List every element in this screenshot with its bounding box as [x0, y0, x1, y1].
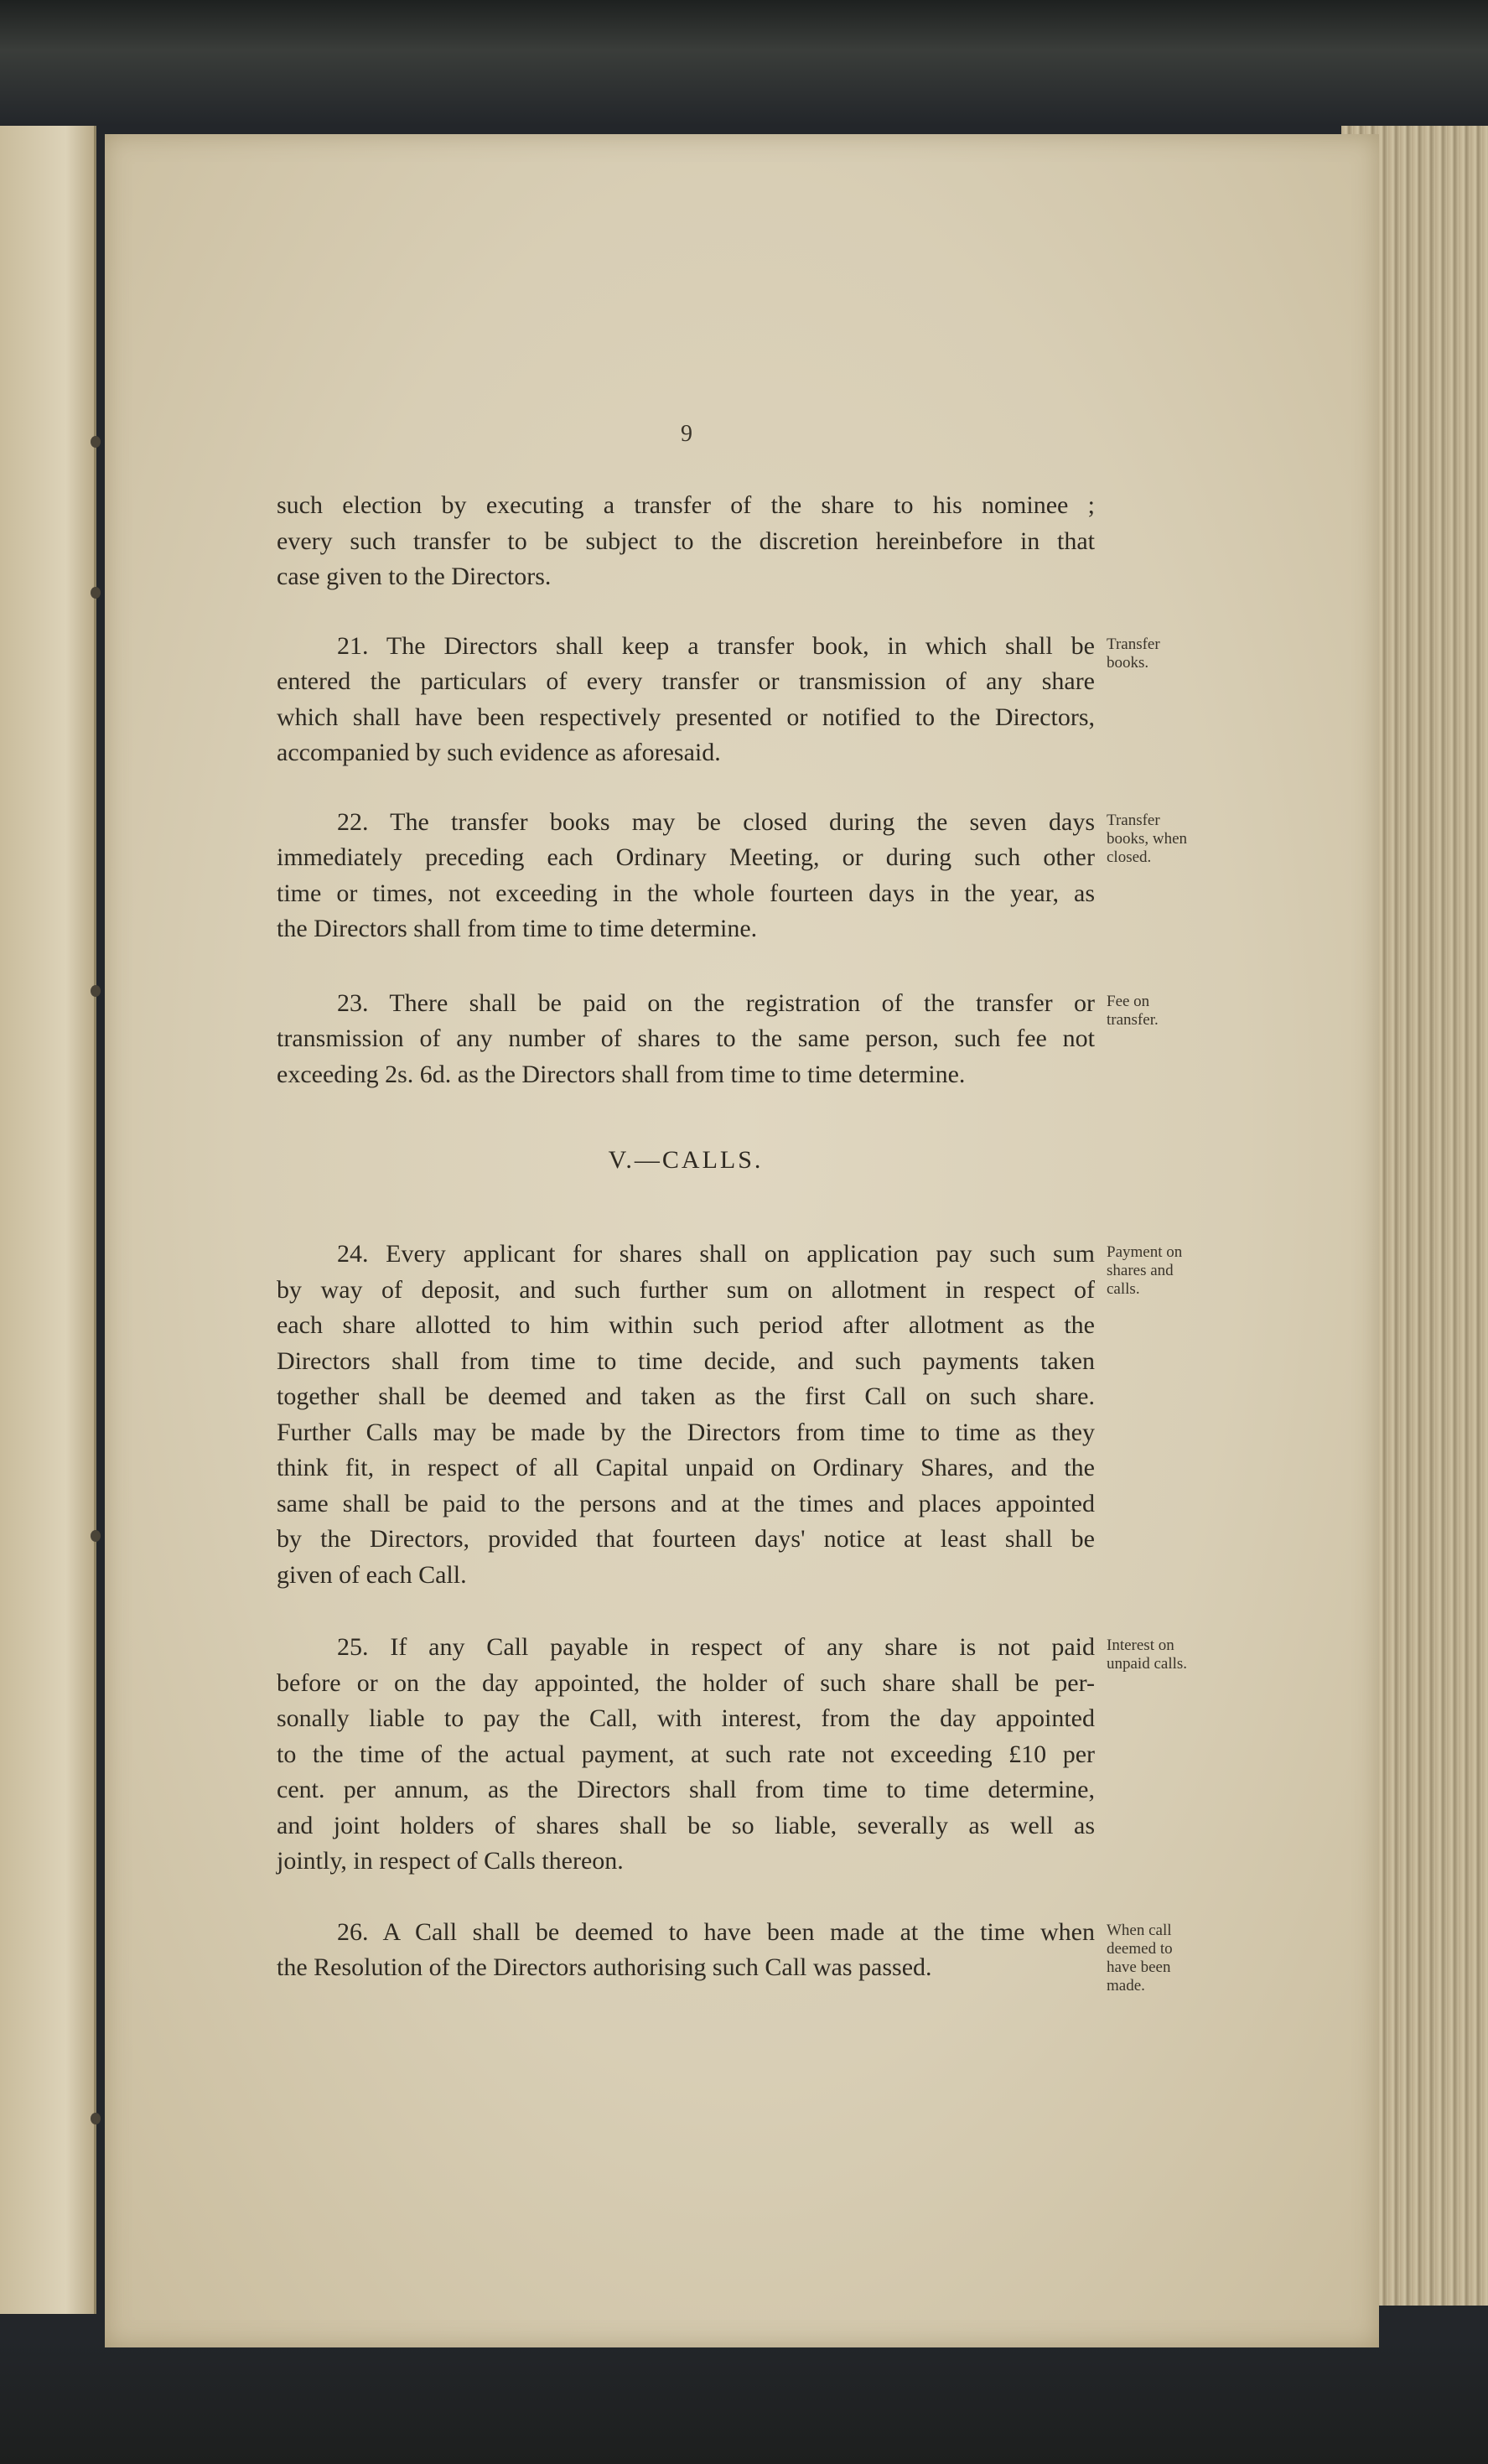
text-line: Directors shall from time to time decide, and such payments taken — [277, 1346, 1095, 1375]
text-line: by way of deposit, and such further sum on allotment in respect of — [277, 1275, 1095, 1304]
binding-hole — [91, 2113, 101, 2124]
binding-hole — [91, 1530, 101, 1542]
margin-note-line: books, when — [1107, 829, 1188, 848]
margin-note — [1107, 1922, 1249, 1995]
margin-note-line: Payment on — [1107, 1243, 1183, 1261]
margin-note-line: shares and — [1107, 1262, 1174, 1279]
margin-note — [1107, 635, 1249, 672]
paragraph-cont — [277, 488, 1095, 595]
clause-row — [277, 488, 1257, 595]
margin-note-line: transfer. — [1107, 1010, 1159, 1029]
margin-note — [1107, 1637, 1249, 1673]
margin-note-line: Fee on — [1107, 992, 1150, 1010]
paragraph-25 — [277, 1630, 1095, 1880]
margin-note-line: When call — [1107, 1921, 1172, 1939]
text-line: sonally liable to pay the Call, with interest, from the day appointed — [277, 1704, 1095, 1732]
text-line: 25. If any Call payable in respect of any share is not paid — [337, 1633, 1095, 1661]
margin-note-line: Transfer — [1107, 811, 1160, 829]
page-text — [277, 488, 1257, 1995]
clause-row — [277, 986, 1257, 1093]
paragraph-22 — [277, 805, 1095, 947]
text-line: transmission of any number of shares to the same person, such fee not — [277, 1025, 1095, 1052]
margin-note-line: unpaid calls. — [1107, 1655, 1188, 1673]
text-line: the Resolution of the Directors authorising such Call was passed. — [277, 1953, 932, 1981]
clause-row — [277, 805, 1257, 947]
text-line: 26. A Call shall be deemed to have been made at the time when — [337, 1917, 1095, 1946]
text-line: each share allotted to him within such period after allotment as the — [277, 1311, 1095, 1339]
paragraph-21 — [277, 629, 1095, 771]
margin-note-line: closed. — [1107, 848, 1152, 866]
text-line: think fit, in respect of all Capital unpaid on Ordinary Shares, and the — [277, 1454, 1095, 1481]
text-line: every such transfer to be subject to the discretion hereinbefore in that — [277, 527, 1095, 555]
text-line: 21. The Directors shall keep a transfer book, in which shall be — [337, 631, 1095, 660]
text-line: 22. The transfer books may be closed during the seven days — [337, 807, 1095, 836]
margin-note — [1107, 993, 1249, 1030]
text-line: such election by executing a transfer of the share to his nominee ; — [277, 491, 1095, 519]
margin-note-line: calls. — [1107, 1280, 1140, 1298]
clause-row — [277, 1630, 1257, 1880]
page-number: 9 — [681, 421, 692, 447]
text-line: Further Calls may be made by the Directors from time to time as they — [277, 1418, 1095, 1446]
binding-hole — [91, 436, 101, 448]
margin-note-line: Interest on — [1107, 1637, 1174, 1654]
text-line: by the Directors, provided that fourteen days' notice at least shall be — [277, 1525, 1095, 1553]
margin-note-line: books. — [1107, 653, 1149, 672]
clause-row — [277, 1237, 1257, 1593]
text-line: which shall have been respectively presented or notified to the Directors, — [277, 703, 1095, 731]
text-line: cent. per annum, as the Directors shall from time to time determine, — [277, 1776, 1095, 1803]
text-line: jointly, in respect of Calls thereon. — [277, 1847, 624, 1875]
clause-row — [277, 1915, 1257, 1995]
paragraph-26 — [277, 1915, 1095, 1986]
text-line: to the time of the actual payment, at such rate not exceeding £10 per — [277, 1740, 1095, 1768]
text-line: given of each Call. — [277, 1560, 467, 1589]
margin-note — [1107, 1243, 1249, 1299]
text-line: same shall be paid to the persons and at the times and places appointed — [277, 1489, 1095, 1517]
margin-note-line: have been — [1107, 1958, 1171, 1976]
paragraph-23 — [277, 986, 1095, 1093]
binding-hole — [91, 985, 101, 997]
facing-page-edge — [0, 126, 96, 2314]
text-line: entered the particulars of every transfer or transmission of any share — [277, 667, 1095, 695]
text-line: immediately preceding each Ordinary Meeting, or during such other — [277, 843, 1095, 871]
text-line: case given to the Directors. — [277, 563, 552, 590]
section-heading: V.—CALLS. — [608, 1146, 764, 1174]
text-line: exceeding 2s. 6d. as the Directors shall from time to time determine. — [277, 1060, 966, 1088]
text-line: together shall be deemed and taken as the first Call on such share. — [277, 1382, 1095, 1410]
margin-note-line: made. — [1107, 1976, 1145, 1995]
margin-note-line: deemed to — [1107, 1939, 1173, 1958]
margin-note — [1107, 812, 1249, 867]
clause-row — [277, 629, 1257, 771]
text-line: 23. There shall be paid on the registration of the transfer or — [337, 988, 1095, 1017]
text-line: 24. Every applicant for shares shall on application pay such sum — [337, 1240, 1095, 1268]
text-line: and joint holders of shares shall be so liable, severally as well as — [277, 1811, 1095, 1839]
text-line: time or times, not exceeding in the whole fourteen days in the year, as — [277, 879, 1095, 907]
paragraph-24 — [277, 1237, 1095, 1593]
text-line: the Directors shall from time to time determine. — [277, 915, 758, 942]
binding-hole — [91, 587, 101, 599]
text-line: accompanied by such evidence as aforesaid. — [277, 739, 721, 766]
text-line: before or on the day appointed, the holder of such share shall be per- — [277, 1668, 1095, 1697]
margin-note-line: Transfer — [1107, 635, 1160, 653]
